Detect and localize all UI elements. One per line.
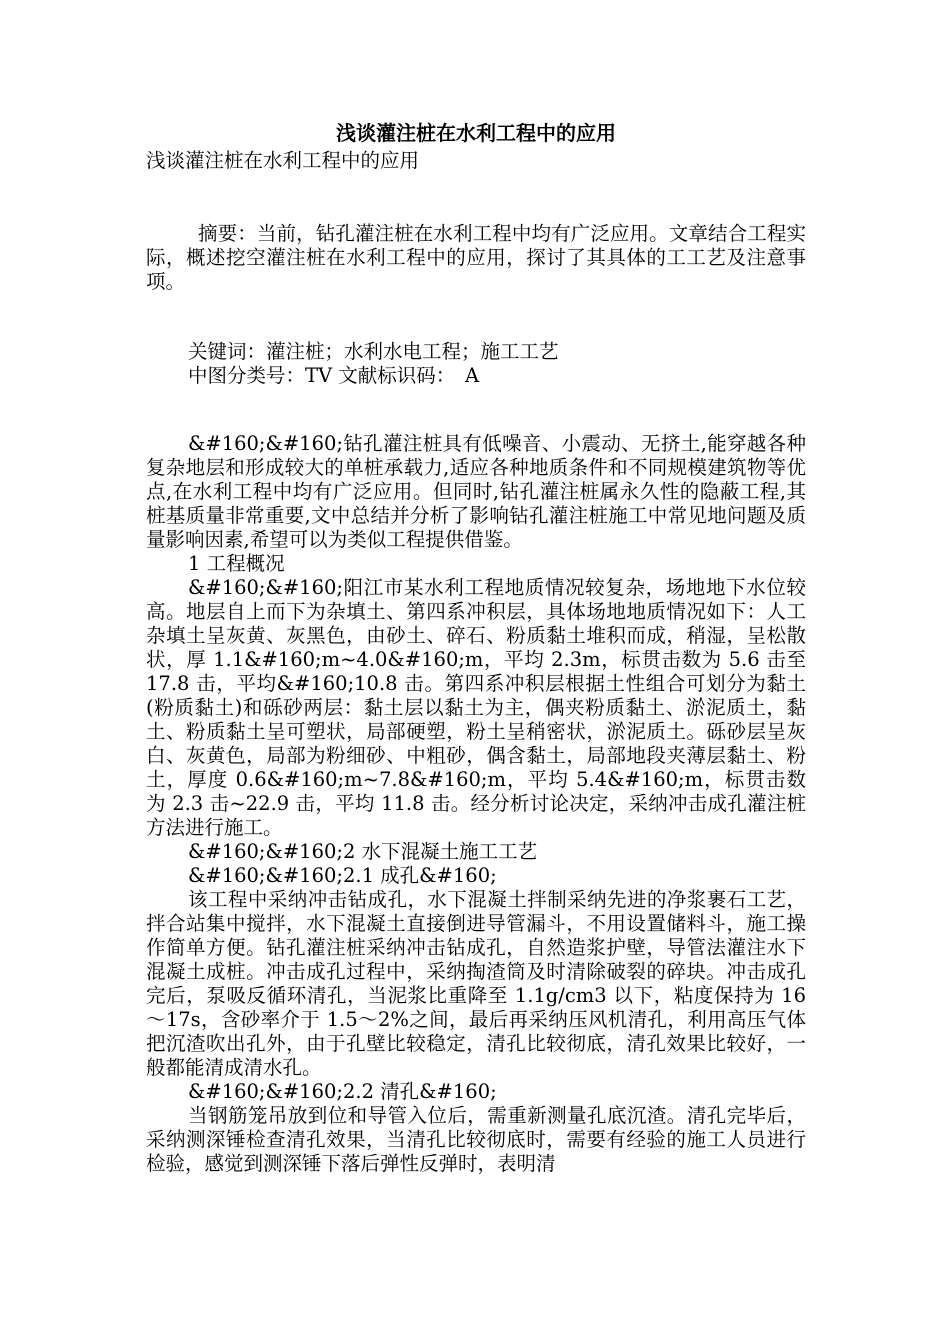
section-heading-1: 1 工程概况: [188, 552, 285, 575]
intro-paragraph: &#160;&#160;钻孔灌注桩具有低噪音、小震动、无挤土,能穿越各种复杂地层和形成较大的单桩承载力,适应各种地质条件和不同规模建筑物等优点,在水利工程中均有广泛应用。但同时,钻孔灌注桩属永久性的隐蔽工程,其桩基质量非常重要,文中总结并分析了影响钻孔灌注桩施工中常见地问题及质量影响因素,希望可以为类似工程提供借鉴。: [146, 432, 806, 551]
document-subtitle: 浅谈灌注桩在水利工程中的应用: [146, 149, 420, 172]
drilling-paragraph: 该工程中采纳冲击钻成孔，水下混凝土拌制采纳先进的净浆裹石工艺，拌合站集中搅拌，水下混凝土直接倒进导管漏斗，不用设置储料斗，施工操作简单方便。钻孔灌注桩采纳冲击钻成孔，自然造浆护壁，导管法灌注水下混凝土成桩。冲击成孔过程中，采纳掏渣筒及时清除破裂的碎块。冲击成孔完后，泵吸反循环清孔，当泥浆比重降至 1.1g/cm3 以下，粘度保持为 16～17s，含砂率介于 1.5～2%之间，最后再采纳压风机清孔，利用高压气体把沉渣吹出孔外，由于孔壁比较稳定，清孔比较彻底，清孔效果比较好，一般都能清成清水孔。: [146, 888, 806, 1079]
document-page: [146, 118, 806, 1176]
cleaning-paragraph: 当钢筋笼吊放到位和导管入位后，需重新测量孔底沉渣。清孔完毕后，采纳测深锤检查清孔效果，当清孔比较彻底时，需要有经验的施工人员进行检验，感觉到测深锤下落后弹性反弹时，表明清: [146, 1104, 806, 1175]
geology-paragraph: &#160;&#160;阳江市某水利工程地质情况较复杂，场地地下水位较高。地层自上而下为杂填土、第四系冲积层，具体场地地质情况如下：人工杂填土呈灰黄、灰黑色，由砂土、碎石、粉质黏土堆积而成，稍湿，呈松散状，厚 1.1&#160;m~4.0&#160;m，平均 2.3m，标贯击数为 5.6 击至 17.8 击，平均&#160;10.8 击。第四系冲积层根据土性组合可划分为黏土(粉质黏土)和砾砂两层：黏土层以黏土为主，偶夹粉质黏土、淤泥质土，黏土、粉质黏土呈可塑状，局部硬塑，粉土呈稍密状，淤泥质土。砾砂层呈灰白、灰黄色，局部为粉细砂、中粗砂，偶含黏土，局部地段夹薄层黏土、粉土，厚度 0.6&#160;m~7.8&#160;m，平均 5.4&#160;m，标贯击数为 2.3 击~22.9 击，平均 11.8 击。经分析讨论决定，采纳冲击成孔灌注桩方法进行施工。: [146, 576, 806, 839]
classification-line: 中图分类号：TV 文献标识码： A: [188, 364, 480, 387]
keywords-line: 关键词：灌注桩；水利水电工程；施工工艺: [188, 340, 559, 363]
section-heading-2: &#160;&#160;2 水下混凝土施工工艺: [188, 840, 538, 863]
subsection-heading-2-2: &#160;&#160;2.2 清孔&#160;: [188, 1080, 497, 1103]
subsection-heading-2-1: &#160;&#160;2.1 成孔&#160;: [188, 864, 497, 887]
document-title: 浅谈灌注桩在水利工程中的应用: [336, 121, 616, 145]
abstract-paragraph: 摘要：当前，钻孔灌注桩在水利工程中均有广泛应用。文章结合工程实际，概述挖空灌注桩在水利工程中的应用，探讨了其具体的工工艺及注意事项。: [146, 222, 806, 293]
